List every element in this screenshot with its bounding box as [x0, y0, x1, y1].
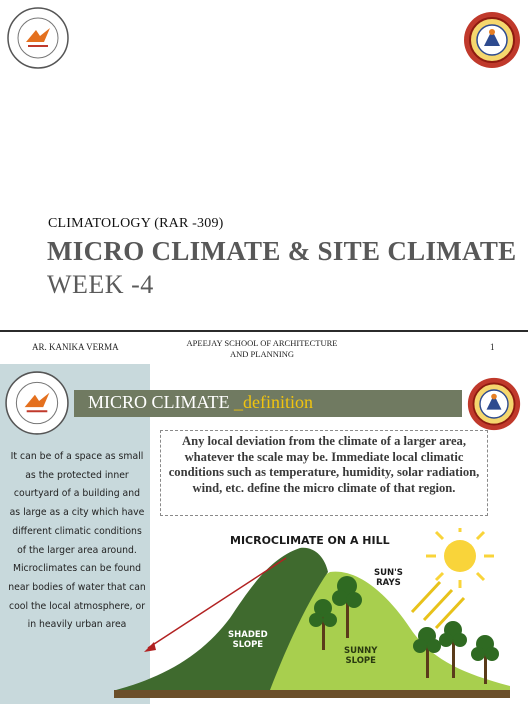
author-name: AR. KANIKA VERMA: [32, 342, 119, 352]
shaded-slope-label: [228, 630, 268, 650]
sunny-slope-label-line2: SLOPE: [345, 656, 376, 666]
institute-logo: [6, 6, 70, 70]
microclimate-hill-illustration: [100, 528, 528, 704]
definition-box: Any local deviation from the climate of a larger area, whatever the scale may be. Immediate local climatic conditions such as temperature, humidity, solar radiation, wind, etc. define the micro climate of that region.: [160, 430, 488, 516]
sun-ray-arrows: [412, 582, 464, 628]
page-number: 1: [490, 342, 495, 352]
sun-rays-label-line1: SUN'S: [374, 568, 403, 578]
sun-rays-label: [374, 568, 403, 588]
course-code: CLIMATOLOGY (RAR -309): [48, 216, 224, 231]
shaded-slope-label-line2: SLOPE: [232, 640, 264, 650]
shaded-slope-label-line1: SHADED: [228, 630, 268, 640]
ground: [114, 690, 510, 698]
week-label: WEEK -4: [47, 270, 154, 299]
sun-rays-label-line2: RAYS: [376, 578, 401, 588]
institute-logo: [4, 370, 70, 436]
school-name: [176, 338, 348, 360]
section-title: [88, 392, 313, 413]
university-emblem: [462, 10, 522, 70]
sunny-slope-label: [344, 646, 377, 666]
illustration-title: MICROCLIMATE ON A HILL: [230, 534, 390, 547]
section-title-accent: _definition: [234, 392, 314, 412]
sunny-slope-label-line1: SUNNY: [344, 646, 378, 656]
school-name-line2: AND PLANNING: [230, 349, 294, 359]
sidebar-description: It can be of a space as small as the protected inner courtyard of a building and as large as a city which have different climatic conditions of the larger area around. Microclimates can be found near bodies of water that can cool the local atmosphere, or in heavily urban area: [8, 451, 146, 631]
presentation-title: MICRO CLIMATE & SITE CLIMATE: [47, 236, 517, 266]
school-name-line1: APEEJAY SCHOOL OF ARCHITECTURE: [186, 338, 338, 348]
sun-icon: [426, 528, 494, 588]
section-title-main: MICRO CLIMATE: [88, 392, 230, 412]
university-emblem: [466, 376, 522, 432]
